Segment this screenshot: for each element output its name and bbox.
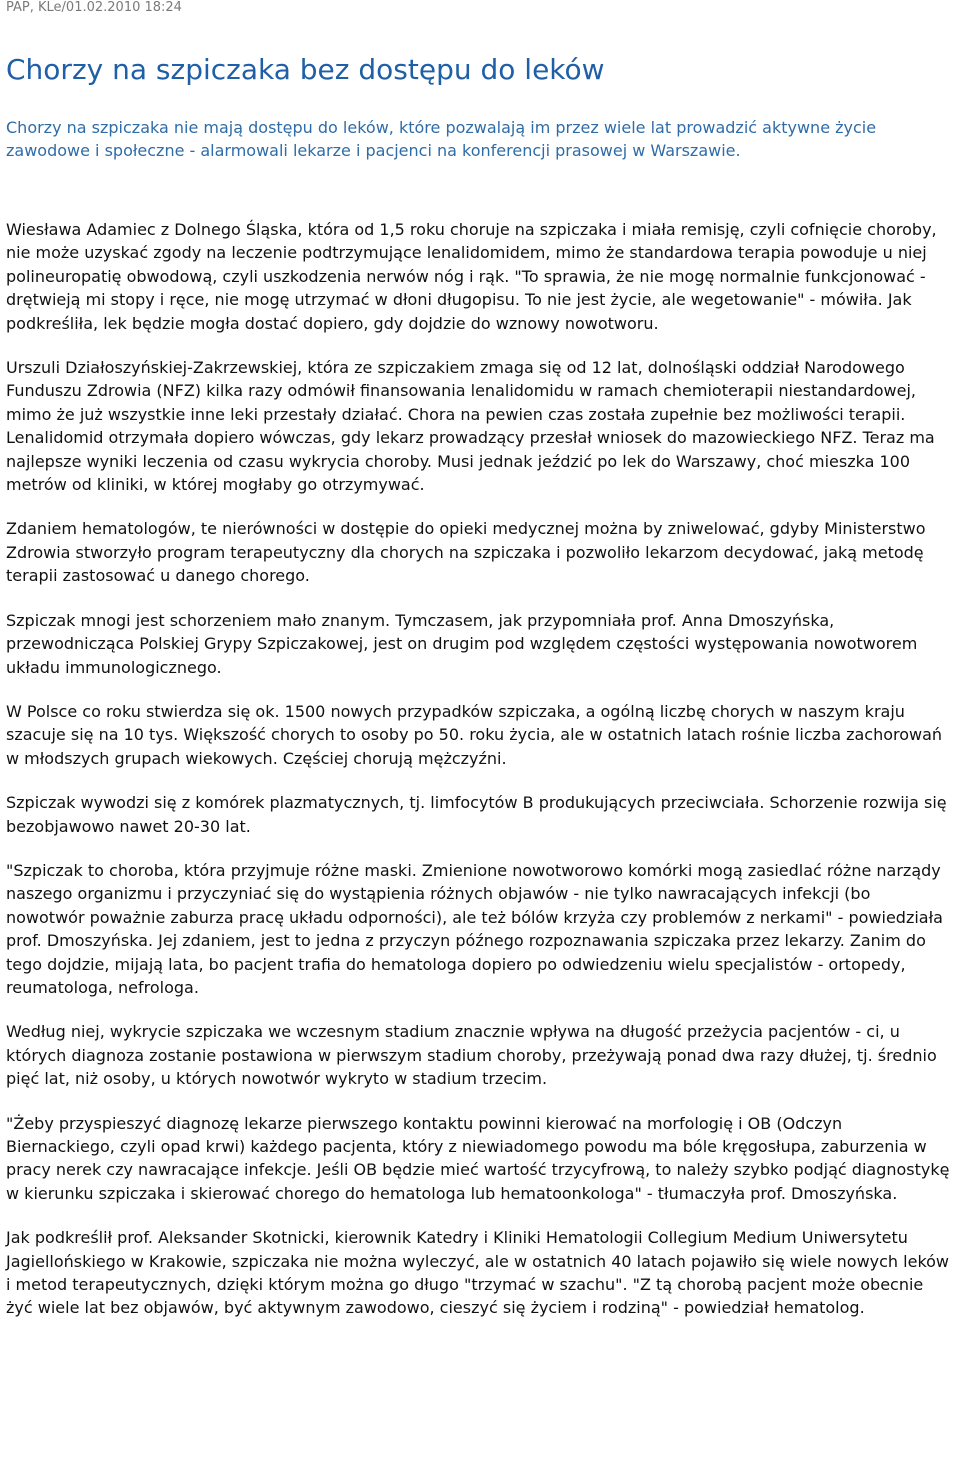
source-dateline: PAP, KLe/01.02.2010 18:24 bbox=[6, 0, 182, 15]
article-paragraph: Szpiczak wywodzi się z komórek plazmatycznych, tj. limfocytów B produkujących przeciwciała. Schorzenie rozwija się bezobjawowo nawet 20-30 lat. bbox=[6, 793, 947, 836]
article-body bbox=[6, 218, 952, 1341]
article-paragraph: Zdaniem hematologów, te nierówności w dostępie do opieki medycznej można by zniwelować, gdyby Ministerstwo Zdrowia stworzyło program terapeutyczny dla chorych na szpiczaka i pozwoliło lekarzom decydować, jaką metodę terapii zastosować u danego chorego. bbox=[6, 519, 926, 586]
article-lead: Chorzy na szpiczaka nie mają dostępu do leków, które pozwalają im przez wiele lat prowadzić aktywne życie zawodowe i społeczne - alarmowali lekarze i pacjenci na konferencji prasowej w Warszawie. bbox=[6, 118, 877, 160]
article-paragraph: Wiesława Adamiec z Dolnego Śląska, która od 1,5 roku choruje na szpiczaka i miała remisję, czyli cofnięcie choroby, nie może uzyskać zgody na leczenie podtrzymujące lenalidomidem, mimo że standardowa terapia powoduje u niej polineuropatię obwodową, czyli uszkodzenia nerwów nóg i rąk. "To sprawia, że nie mogę normalnie funkcjonować - drętwieją mi stopy i ręce, nie mogę utrzymać w dłoni długopisu. To nie jest życie, ale wegetowanie" - mówiła. Jak podkreśliła, lek będzie mogła dostać dopiero, gdy dojdzie do wznowy nowotworu. bbox=[6, 220, 937, 333]
article-paragraph: Szpiczak mnogi jest schorzeniem mało znanym. Tymczasem, jak przypomniała prof. Anna Dmoszyńska, przewodnicząca Polskiej Grypy Szpiczakowej, jest on drugim pod względem częstości występowania nowotworem układu immunologicznego. bbox=[6, 610, 918, 677]
article-paragraph: "Szpiczak to choroba, która przyjmuje różne maski. Zmienione nowotworowo komórki mogą zasiedlać różne narządy naszego organizmu i przyczyniać się do wystąpienia różnych objawów - nie tylko nawracających infekcji (bo nowotwór poważnie zaburza pracę układu odporności), ale też bólów krzyża czy problemów z nerkami" - powiedziała prof. Dmoszyńska. Jej zdaniem, jest to jedna z przyczyn późnego rozpoznawania szpiczaka przez lekarzy. Zanim do tego dojdzie, mijają lata, bo pacjent trafia do hematologa dopiero po odwiedzeniu wielu specjalistów - ortopedy, reumatologa, nefrologa. bbox=[6, 860, 943, 997]
article-title: Chorzy na szpiczaka bez dostępu do leków bbox=[6, 53, 605, 86]
article-paragraph: Według niej, wykrycie szpiczaka we wczesnym stadium znacznie wpływa na długość przeżycia pacjentów - ci, u których diagnoza zostanie postawiona w pierwszym stadium choroby, przeżywają ponad dwa razy dłużej, tj. średnio pięć lat, niż osoby, u których nowotwór wykryto w stadium trzecim. bbox=[6, 1022, 937, 1089]
article-paragraph: "Żeby przyspieszyć diagnozę lekarze pierwszego kontaktu powinni kierować na morfologię i OB (Odczyn Biernackiego, czyli opad krwi) każdego pacjenta, który z niewiadomego powodu ma bóle kręgosłupa, zaburzenia w pracy nerek czy nawracające infekcje. Jeśli OB będzie mieć wartość trzycyfrową, to należy szybko podjąć diagnostykę w kierunku szpiczaka i skierować chorego do hematologa lub hematoonkologa" - tłumaczyła prof. Dmoszyńska. bbox=[6, 1113, 950, 1203]
article-paragraph: W Polsce co roku stwierdza się ok. 1500 nowych przypadków szpiczaka, a ogólną liczbę chorych w naszym kraju szacuje się na 10 tys. Większość chorych to osoby po 50. roku życia, ale w ostatnich latach rośnie liczba zachorowań w młodszych grupach wiekowych. Częściej chorują mężczyźni. bbox=[6, 701, 943, 768]
article-paragraph: Jak podkreślił prof. Aleksander Skotnicki, kierownik Katedry i Kliniki Hematologii Collegium Medium Uniwersytetu Jagiellońskiego w Krakowie, szpiczaka nie można wyleczyć, ale w ostatnich 40 latach pojawiło się wiele nowych leków i metod terapeutycznych, dzięki którym można go długo "trzymać w szachu". "Z tą chorobą pacjent może obecnie żyć wiele lat bez objawów, być aktywnym zawodowo, cieszyć się życiem i rodziną" - powiedział hematolog. bbox=[6, 1228, 950, 1318]
article-paragraph: Urszuli Działoszyńskiej-Zakrzewskiej, która ze szpiczakiem zmaga się od 12 lat, dolnośląski oddział Narodowego Funduszu Zdrowia (NFZ) kilka razy odmówił finansowania lenalidomidu w ramach chemioterapii niestandardowej, mimo że już wszystkie inne leki przestały działać. Chora na pewien czas została zupełnie bez możliwości terapii. Lenalidomid otrzymała dopiero wówczas, gdy lekarz prowadzący przesłał wniosek do mazowieckiego NFZ. Teraz ma najlepsze wyniki leczenia od czasu wykrycia choroby. Musi jednak jeździć po lek do Warszawy, choć mieszka 100 metrów od kliniki, w której mogłaby go otrzymywać. bbox=[6, 358, 935, 495]
